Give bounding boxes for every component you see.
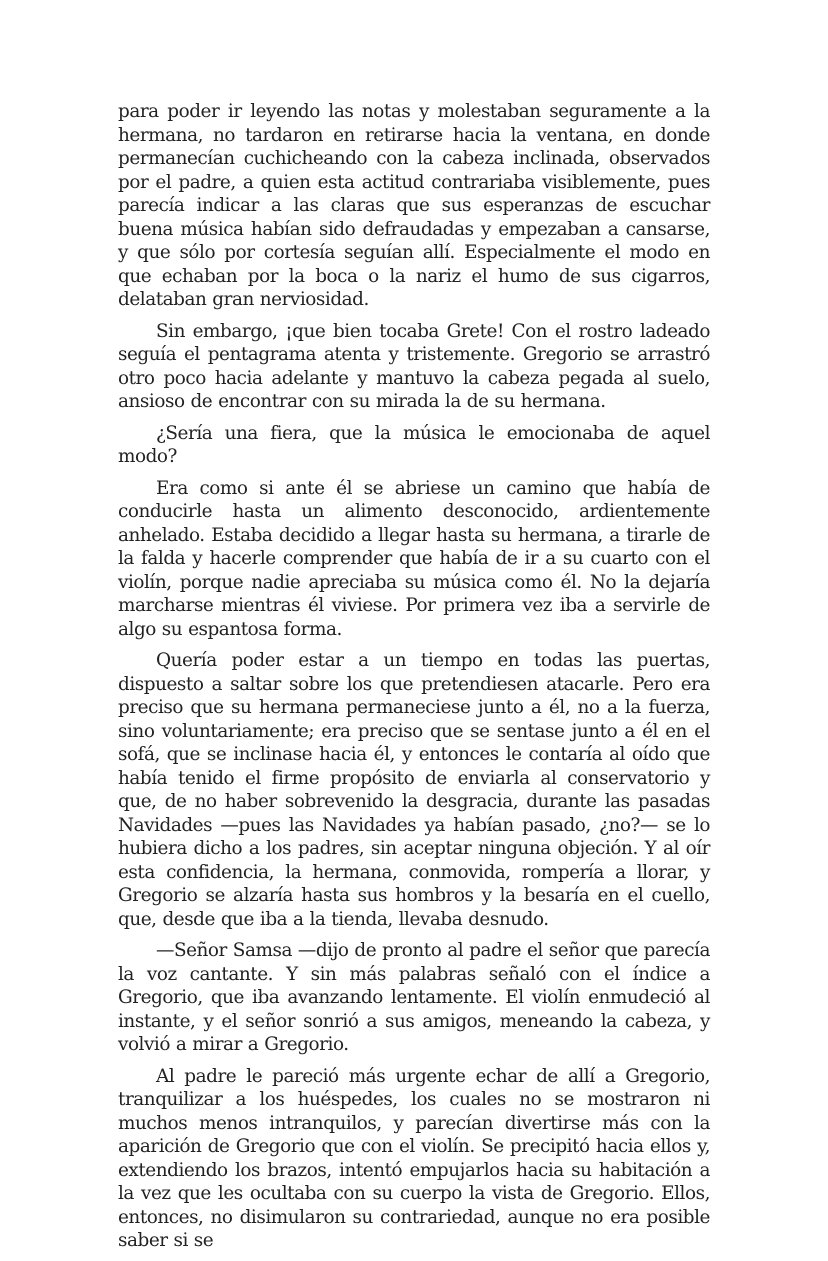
page-body	[118, 100, 710, 1261]
paragraph-father-reaction: Al padre le pareció más urgente echar de allí a Gregorio, tranquilizar a los huéspedes, los cuales no se mostraron ni muchos menos intranquilos, y parecían divertirse más con la aparición de Gregorio que con el violín. Se precipitó hacia ellos y, extendiendo los brazos, intentó empujarlos hacia su habitación a la vez que les ocultaba con su cuerpo la vista de Gregorio. Ellos, entonces, no disimularon su contrariedad, aunque no era posible saber si se	[118, 1065, 710, 1251]
paragraph-path: Era como si ante él se abriese un camino que había de conducirle hasta un alimento desconocido, ardientemente anhelado. Estaba decidido a llegar hasta su hermana, a tirarle de la falda y hacerle comprender que había de ir a su cuarto con el violín, porque nadie apreciaba su música como él. No la dejaría marcharse mientras él viviese. Por primera vez iba a servirle de algo su espantosa forma.	[118, 477, 710, 640]
paragraph-wish: Quería poder estar a un tiempo en todas las puertas, dispuesto a saltar sobre los que pretendiesen atacarle. Pero era preciso que su hermana permaneciese junto a él, no a la fuerza, sino voluntariamente; era preciso que se sentase junto a él en el sofá, que se inclinase hacia él, y entonces le contaría al oído que había tenido el firme propósito de enviarla al conservatorio y que, de no haber sobrevenido la desgracia, durante las pasadas Navidades —pues las Navidades ya habían pasado, ¿no?— se lo hubiera dicho a los padres, sin aceptar ninguna objeción. Y al oír esta confidencia, la hermana, conmovida, rompería a llorar, y Gregorio se alzaría hasta sus hombros y la besaría en el cuello, que, desde que iba a la tienda, llevaba desnudo.	[118, 650, 710, 930]
paragraph-continuation: para poder ir leyendo las notas y molestaban seguramente a la hermana, no tardaron en retirarse hacia la ventana, en donde permanecían cuchicheando con la cabeza inclinada, observados por el padre, a quien esta actitud contrariaba visiblemente, pues parecía indicar a las claras que sus esperanzas de escuchar buena música habían sido defraudadas y empezaban a cansarse, y que sólo por cortesía seguían allí. Especialmente el modo en que echaban por la boca o la nariz el humo de sus cigarros, delataban gran nerviosidad.	[118, 101, 710, 310]
paragraph-senor-samsa: —Señor Samsa —dijo de pronto al padre el señor que parecía la voz cantante. Y sin más palabras señaló con el índice a Gregorio, que iba avanzando lentamente. El violín enmudeció al instante, y el señor sonrió a sus amigos, meneando la cabeza, y volvió a mirar a Gregorio.	[118, 940, 710, 1055]
paragraph-question: ¿Sería una fiera, que la música le emocionaba de aquel modo?	[118, 422, 710, 467]
paragraph-grete-playing: Sin embargo, ¡que bien tocaba Grete! Con el rostro ladeado seguía el pentagrama atenta y tristemente. Gregorio se arrastró otro poco hacia adelante y mantuvo la cabeza pegada al suelo, ansioso de encontrar con su mirada la de su hermana.	[118, 320, 710, 412]
